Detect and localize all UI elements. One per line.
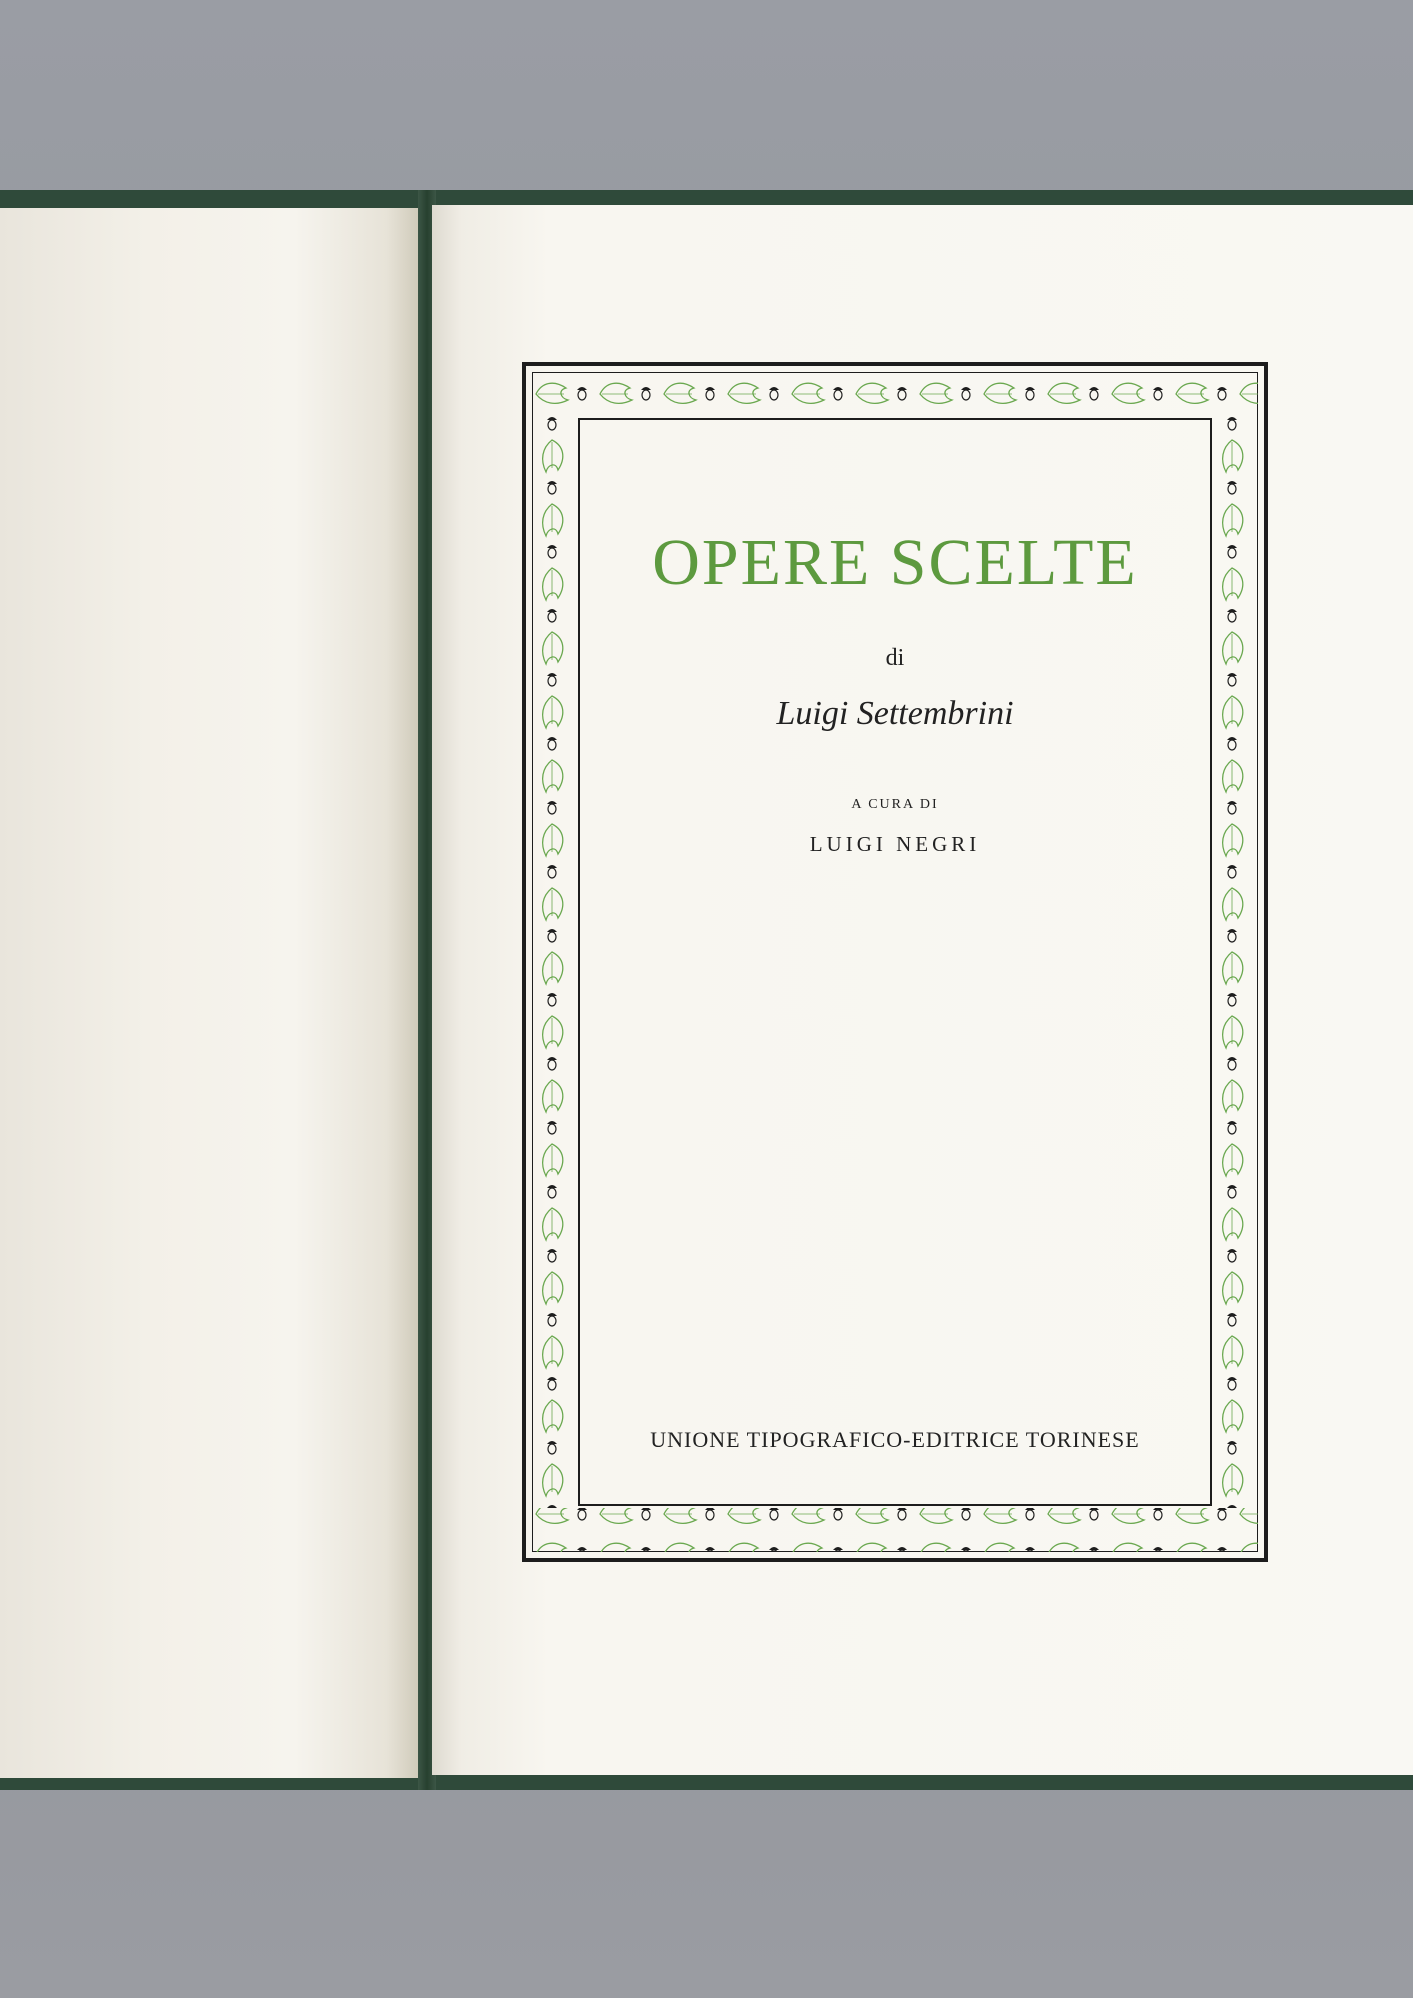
curator-label: A CURA DI bbox=[851, 797, 939, 812]
left-page-blank bbox=[0, 208, 420, 1778]
book-title: OPERE SCELTE bbox=[652, 526, 1138, 599]
publisher-name: UNIONE TIPOGRAFICO-EDITRICE TORINESE bbox=[650, 1427, 1140, 1452]
author-name: Luigi Settembrini bbox=[776, 695, 1014, 732]
by-label: di bbox=[885, 645, 905, 671]
curator-name: LUIGI NEGRI bbox=[809, 832, 981, 856]
